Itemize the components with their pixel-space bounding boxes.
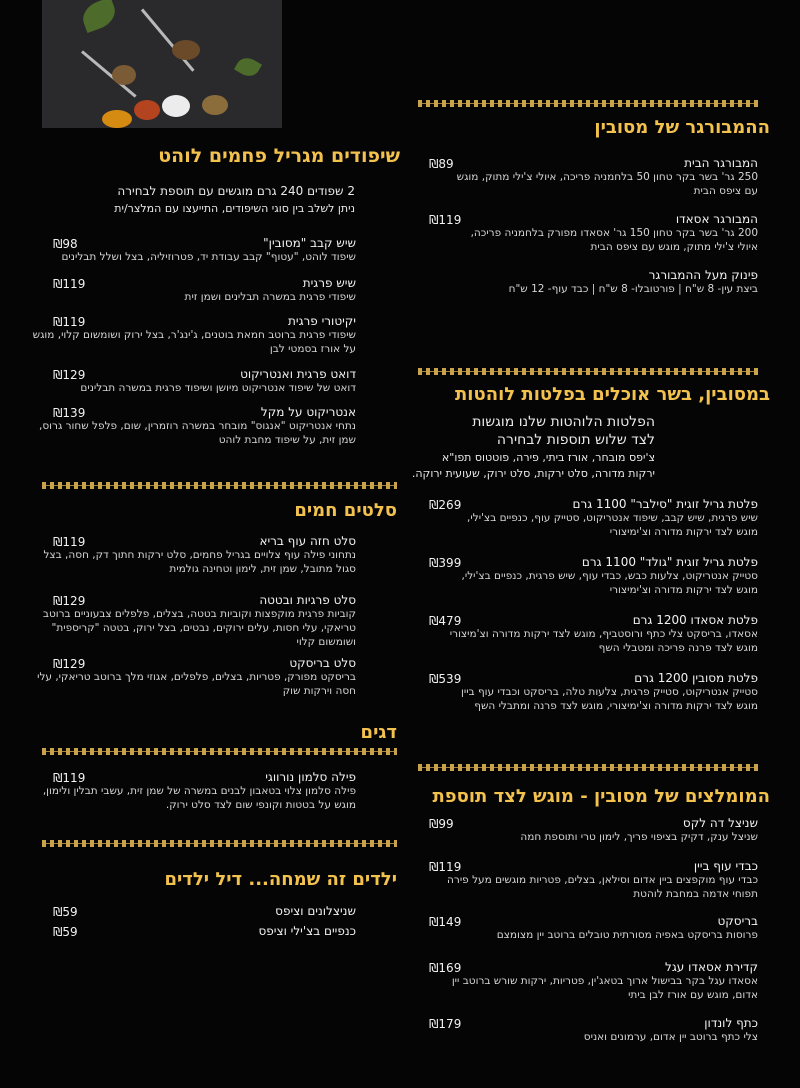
item-name: כנפיים בצ'ילי וציפס <box>258 924 356 938</box>
menu-item <box>438 613 758 655</box>
item-price <box>423 556 461 570</box>
item-price <box>423 817 454 831</box>
price-value: 139 <box>62 406 86 420</box>
price-value: 98 <box>62 237 78 251</box>
currency-icon: ₪ <box>53 771 63 785</box>
price-value: 99 <box>438 817 454 831</box>
price-value: 59 <box>62 905 78 919</box>
section-divider <box>42 840 397 847</box>
item-name: שניצל דה לקס <box>682 816 758 830</box>
item-desc: ביצת עין- 8 ש"ח | פורטובלו- 8 ש"ח | כבד עוף- 12 ש"ח <box>508 283 758 295</box>
item-price <box>423 672 461 686</box>
item-price <box>47 277 85 291</box>
item-desc: סטייק אנטריקוט, סטייק פרגית, צלעות טלה, בריסקט וכבדי עוף ביין מוגש לצד ירקות מדורה וצ'ימיצורי, מוגש לצד פרנה ומתבלי השף <box>461 686 758 712</box>
currency-icon: ₪ <box>429 672 439 686</box>
price-value: 59 <box>62 925 78 939</box>
item-desc: 250 גר' בשר בקר טחון 50 בלחמניה פריכה, איולי צ'ילי מתוק, מוגש עם ציפס הבית <box>456 171 758 197</box>
menu-item <box>438 859 758 901</box>
item-price <box>423 498 461 512</box>
currency-icon: ₪ <box>53 535 63 549</box>
menu-item <box>156 904 356 918</box>
currency-icon: ₪ <box>429 498 439 512</box>
section-title-fish: דגים <box>360 722 397 743</box>
currency-icon: ₪ <box>429 860 439 874</box>
item-desc: אסאדו, בריסקט צלי כתף ורוסטביף, מוגש לצד ירקות מדורה וצ'מיצורי מוגש לצד פרנה פריכה ומטבלי השף <box>449 628 758 654</box>
item-desc: צלי כתף ברוטב יין אדום, ערמונים ואניס <box>583 1031 758 1043</box>
section-divider <box>418 368 758 375</box>
item-price <box>47 406 85 420</box>
currency-icon: ₪ <box>429 614 439 628</box>
item-name: פלטת מסובין 1200 גרם <box>634 671 758 685</box>
currency-icon: ₪ <box>53 657 63 671</box>
currency-icon: ₪ <box>53 905 63 919</box>
skewers-intro-1: 2 שפודים 240 גרם מוגשים עם תוספת לבחירה <box>117 184 355 198</box>
section-divider <box>42 748 397 755</box>
currency-icon: ₪ <box>53 315 63 329</box>
currency-icon: ₪ <box>53 594 63 608</box>
item-name: אנטריקוט על מקל <box>260 405 356 419</box>
spice-spoon-pepper <box>172 40 200 60</box>
item-price <box>423 213 461 227</box>
item-name: סלט בריסקט <box>289 656 356 670</box>
currency-icon: ₪ <box>429 213 439 227</box>
item-price <box>47 315 85 329</box>
item-price <box>423 961 461 975</box>
menu-item <box>56 276 356 304</box>
section-title-salads: סלטים חמים <box>294 500 397 521</box>
skewers-intro-2: ניתן לשלב בין סוגי השיפודים, התייעצו עם המלצר/ית <box>114 202 355 215</box>
item-name: שניצלונים וציפס <box>275 904 356 918</box>
currency-icon: ₪ <box>53 406 63 420</box>
item-price <box>47 535 85 549</box>
item-desc: דואט של שיפוד אנטריקוט מיושן ושיפוד פרגית במשרה תבלינים <box>80 382 356 394</box>
currency-icon: ₪ <box>429 556 439 570</box>
item-desc: כבדי עוף מוקפצים ביין אדום וסילאן, בצלים, פטריות מוגשים מעל פירה תפוחי אדמה במחבת לוהטת <box>447 874 758 900</box>
item-name: המבורגר אסאדו <box>675 212 758 226</box>
item-desc: נתחי אנטריקוט "אנגוס" מובחר במשרה רוזמרין, שום, פלפל שחור גרוס, שמן זית, על שיפוד מחבת לוהט <box>39 420 356 446</box>
item-name: סלט פרגיות ובטטה <box>259 593 356 607</box>
menu-item <box>438 914 758 942</box>
currency-icon: ₪ <box>429 961 439 975</box>
item-desc: נתחוני פילה עוף צלויים בגריל פחמים, סלט ירקות חתוך דק, חסה, בצל סגול מתובל, שמן זית, לימון וטחינה גולמית <box>43 549 356 575</box>
currency-icon: ₪ <box>53 925 63 939</box>
item-name: סלט חזה עוף בריא <box>259 534 356 548</box>
item-desc: שיפוד לוהט, "עטוף" קבב עבודת יד, פטרוזיליה, בצל ושלל תבלינים <box>61 251 356 263</box>
price-value: 269 <box>438 498 462 512</box>
menu-item <box>448 816 758 844</box>
menu-item <box>448 156 758 198</box>
spice-spoon-paprika <box>134 100 160 120</box>
item-name: פילה סלמון נורווגי <box>265 770 356 784</box>
item-desc: שיש פרגית, שיש קבב, שיפוד אנטריקוט, סטייק עוף, כנפיים בצ'ילי, מוגש לצד ירקות מדורה וצ'ימיצורי <box>467 512 758 538</box>
price-value: 119 <box>438 860 462 874</box>
item-name: יקיטורי פרגית <box>288 314 356 328</box>
price-value: 129 <box>62 594 86 608</box>
item-name: כבדי עוף ביין <box>693 859 758 873</box>
price-value: 119 <box>62 315 86 329</box>
price-value: 119 <box>62 277 86 291</box>
item-price <box>423 157 454 171</box>
item-price <box>47 657 85 671</box>
item-desc: שיפודי פרגית במשרה תבלינים ושמן זית <box>184 291 356 303</box>
item-name: פלטת גריל זוגית "סילבר" 1100 גרם <box>572 497 758 511</box>
menu-item <box>156 924 356 938</box>
section-divider <box>42 482 397 489</box>
currency-icon: ₪ <box>429 915 439 929</box>
menu-item <box>56 367 356 395</box>
item-name: המבורגר הבית <box>684 156 758 170</box>
item-desc: שניצל ענק, דקיק בציפוי פריך, לימון טרי ותוספת חמה <box>520 831 758 843</box>
item-desc: בריסקט מפורק, פטריות, בצלים, פלפלים, אגוזי מלך ברוטב טריאקי, עלי חסה וירקות שוק <box>37 671 356 697</box>
section-title-kids: ילדים זה שמחה... דיל ילדים <box>164 869 397 890</box>
item-name: פינוק מעל ההמבורגר <box>648 268 758 282</box>
item-price <box>423 614 461 628</box>
spice-spoon-salt <box>162 95 190 117</box>
platters-intro-4: ירקות מדורה, סלט ירקות, סלט ירוק, שעועית ירוקה. <box>411 467 655 480</box>
item-desc: אסאדו עגל בקר בבישול ארוך בטאג'ין, פטריות, ירקות שורש ברוטב יין אדום, מוגש עם אורז לבן ביתי <box>451 975 758 1001</box>
spices-photo <box>42 0 282 128</box>
menu-item <box>56 236 356 264</box>
price-value: 479 <box>438 614 462 628</box>
price-value: 149 <box>438 915 462 929</box>
section-title-skewers: שיפודים מגריל פחמים לוהט <box>158 145 400 167</box>
item-price <box>423 915 461 929</box>
currency-icon: ₪ <box>429 1017 439 1031</box>
currency-icon: ₪ <box>53 237 63 251</box>
section-title-recommended: המומלצים של מסובין - מוגש לצד תוספת <box>432 786 770 807</box>
item-desc: 200 גר' בשר בקר טחון 150 גר' אסאדו מפורק בלחמניה פריכה, איולי צ'ילי מתוק, מוגש עם ציפס הבית <box>470 227 758 253</box>
item-name: קדירת אסאדו עגל <box>665 960 758 974</box>
price-value: 89 <box>438 157 454 171</box>
item-desc: שיפודי פרגית ברוטב חמאת בוטנים, ג'ינג'ר, בצל ירוק ושומשום קלוי, מוגש על אורז בסמטי לבן <box>32 329 356 355</box>
currency-icon: ₪ <box>53 277 63 291</box>
price-value: 399 <box>438 556 462 570</box>
menu-item <box>438 960 758 1002</box>
spice-spoon-cumin <box>112 65 136 85</box>
item-name: פלטת אסאדו 1200 גרם <box>632 613 758 627</box>
currency-icon: ₪ <box>429 157 439 171</box>
item-name: שיש קבב "מסובין" <box>263 236 356 250</box>
menu-item <box>448 212 758 254</box>
menu-item <box>448 1016 758 1044</box>
item-name: כתף לונדון <box>704 1016 758 1030</box>
item-desc: פילה סלמון צלוי בטאבון לבנים במשרה של שמן זית, עשבי תבלין ולימון, מוגש על בטטות וקונפי שום לצד סלט ירוק. <box>42 785 356 811</box>
price-value: 119 <box>62 771 86 785</box>
item-name: שיש פרגית <box>302 276 356 290</box>
item-price <box>47 594 85 608</box>
item-name: דואט פרגית ואנטריקוט <box>240 367 356 381</box>
item-desc: סטייק אנטריקוט, צלעות כבש, כבדי עוף, שיש פרגית, כנפיים בצ'ילי, מוגש לצד ירקות מדורה וצ'ימיצורי <box>461 570 758 596</box>
price-value: 129 <box>62 657 86 671</box>
menu-item <box>448 497 758 539</box>
platters-intro-2: לצד שלוש תוספות לבחירה <box>496 432 655 448</box>
price-value: 539 <box>438 672 462 686</box>
platters-intro-3: צ'יפס מובחר, אורז ביתי, פירה, פוטטוס תפו"א <box>441 451 655 464</box>
currency-icon: ₪ <box>429 817 439 831</box>
spice-spoon-seeds <box>202 95 228 115</box>
item-desc: פרוסות בריסקט באפיה מסורתית טובלים ברוטב יין מצומצם <box>496 929 758 941</box>
price-value: 129 <box>62 368 86 382</box>
menu-item <box>428 268 758 296</box>
item-desc: קוביות פרגית מוקפצות וקוביות בטטה, בצלים, פלפלים צבעוניים ברוטב טריאקי, עלי חסות, עלים ירוקים, נבטים, בצל ירוק, בטטה "קריספית" ושומשום קלוי <box>42 608 356 648</box>
price-value: 179 <box>438 1017 462 1031</box>
item-price <box>47 237 78 251</box>
menu-item <box>438 671 758 713</box>
currency-icon: ₪ <box>53 368 63 382</box>
item-price <box>47 925 78 939</box>
item-price <box>47 771 85 785</box>
basil-leaf-icon <box>234 54 262 81</box>
item-price <box>47 368 85 382</box>
section-divider <box>418 100 758 107</box>
price-value: 119 <box>62 535 86 549</box>
platters-intro-1: הפלטות הלוהטות שלנו מוגשות <box>472 414 655 430</box>
item-name: בריסקט <box>717 914 758 928</box>
item-price <box>423 1017 461 1031</box>
section-title-burgers: ההמבורגר של מסובין <box>594 117 770 138</box>
item-price <box>423 860 461 874</box>
item-name: פלטת גריל זוגית "גולד" 1100 גרם <box>581 555 758 569</box>
section-title-platters: במסובין, בשר אוכלים בפלטות לוהטות <box>455 384 770 405</box>
menu-item <box>438 555 758 597</box>
spice-spoon-turmeric <box>102 110 132 128</box>
price-value: 169 <box>438 961 462 975</box>
section-divider <box>418 764 758 771</box>
item-price <box>47 905 78 919</box>
price-value: 119 <box>438 213 462 227</box>
basil-leaf-icon <box>79 0 120 33</box>
